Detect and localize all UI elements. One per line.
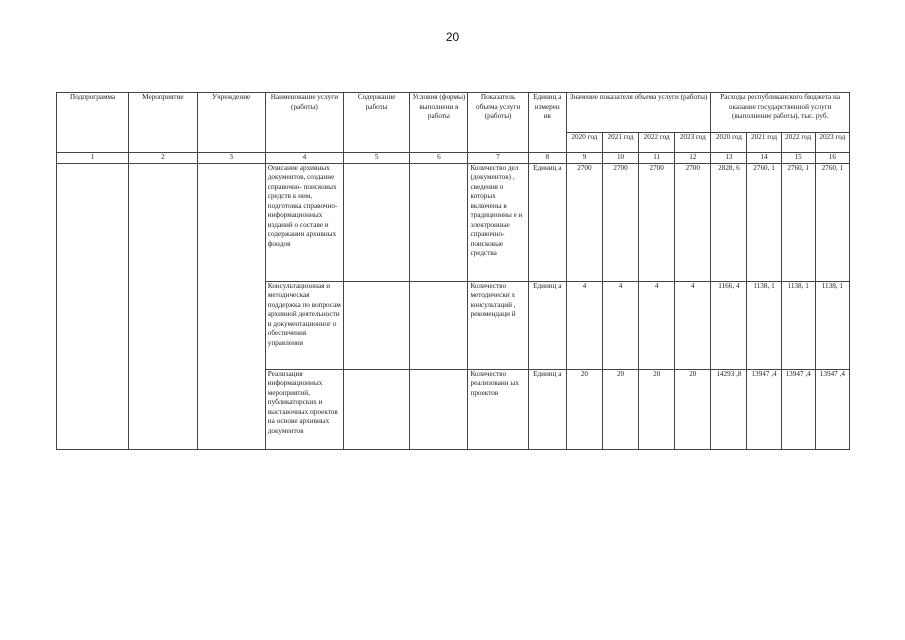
content-cell: [344, 163, 410, 281]
volume-cell: 4: [602, 281, 638, 369]
volume-year-2023: 2023 год: [675, 133, 711, 153]
budget-cell: 13947 ,4: [781, 369, 815, 449]
unit-cell: Единиц а: [528, 369, 566, 449]
conditions-cell: [410, 369, 468, 449]
page-number: 20: [445, 30, 460, 44]
budget-cell: 2760, 1: [781, 163, 815, 281]
volume-cell: 4: [639, 281, 675, 369]
budget-cell: 1166, 4: [711, 281, 747, 369]
header-subprogram: Подпрограмма: [57, 93, 129, 153]
header-unit: Единиц а измерен ия: [528, 93, 566, 153]
column-numbers-row: [57, 153, 850, 164]
header-content: Содержание работы: [344, 93, 410, 153]
column-number: 16: [815, 153, 849, 164]
column-number: 14: [747, 153, 781, 164]
column-number: 11: [639, 153, 675, 164]
budget-year-2023: 2023 год: [815, 133, 849, 153]
budget-cell: 13947 ,4: [747, 369, 781, 449]
header-indicator: Показатель объема услуги (работы): [468, 93, 528, 153]
budget-cell: 2760, 1: [747, 163, 781, 281]
column-number: 13: [711, 153, 747, 164]
indicator-cell: Количество реализованн ых проектов: [468, 369, 528, 449]
header-budget-group: Расходы республиканского бюджета на оказание государственной услуги (выполнение работы), тыс. руб.: [711, 93, 850, 133]
services-table: [56, 92, 850, 450]
volume-cell: 4: [566, 281, 602, 369]
column-number: 1: [57, 153, 129, 164]
header-service-name: Наименование услуги (работы): [265, 93, 343, 153]
table-row: [57, 163, 850, 281]
budget-cell: 2828, 6: [711, 163, 747, 281]
column-number: 10: [602, 153, 638, 164]
volume-cell: 20: [639, 369, 675, 449]
budget-cell: 1138, 1: [781, 281, 815, 369]
volume-cell: 20: [675, 369, 711, 449]
header-volume-group: Значение показателя объема услуги (работы): [566, 93, 711, 133]
column-number: 5: [344, 153, 410, 164]
header-institution: Учреждение: [197, 93, 265, 153]
budget-year-2021: 2021 год: [747, 133, 781, 153]
column-number: 3: [197, 153, 265, 164]
budget-cell: 13947 ,4: [815, 369, 849, 449]
unit-cell: Единиц а: [528, 281, 566, 369]
volume-year-2021: 2021 год: [602, 133, 638, 153]
conditions-cell: [410, 281, 468, 369]
volume-cell: 20: [602, 369, 638, 449]
budget-cell: 2760, 1: [815, 163, 849, 281]
institution-cell: [197, 163, 265, 449]
subprogram-cell: [57, 163, 129, 449]
budget-year-2022: 2022 год: [781, 133, 815, 153]
budget-cell: 1138, 1: [747, 281, 781, 369]
header-row: [57, 93, 850, 133]
indicator-cell: Количество методически х консультаций , рекомендаци й: [468, 281, 528, 369]
volume-cell: 2700: [602, 163, 638, 281]
column-number: 4: [265, 153, 343, 164]
column-number: 9: [566, 153, 602, 164]
header-conditions: Условия (формы) выполнени я работы: [410, 93, 468, 153]
column-number: 8: [528, 153, 566, 164]
service-name-cell: Описание архивных документов, создание справочно- поисковых средств к ним, подготовка справочно- информационных изданий о составе и содержании архивных фондов: [265, 163, 343, 281]
content-cell: [344, 369, 410, 449]
service-name-cell: Реализация информационных мероприятий, публикаторских и выставочных проектов на основе архивных документов: [265, 369, 343, 449]
volume-year-2020: 2020 год: [566, 133, 602, 153]
column-number: 15: [781, 153, 815, 164]
budget-year-2020: 2020 год: [711, 133, 747, 153]
unit-cell: Единиц а: [528, 163, 566, 281]
service-name-cell: Консультационная и методическая поддержка по вопросам архивной деятельности и документационног о обеспечения управления: [265, 281, 343, 369]
column-number: 2: [129, 153, 197, 164]
volume-cell: 2700: [675, 163, 711, 281]
volume-cell: 2700: [639, 163, 675, 281]
header-activity: Мероприятие: [129, 93, 197, 153]
volume-cell: 4: [675, 281, 711, 369]
activity-cell: [129, 163, 197, 449]
content-cell: [344, 281, 410, 369]
column-number: 6: [410, 153, 468, 164]
column-number: 12: [675, 153, 711, 164]
volume-cell: 20: [566, 369, 602, 449]
budget-cell: 1138, 1: [815, 281, 849, 369]
conditions-cell: [410, 163, 468, 281]
volume-year-2022: 2022 год: [639, 133, 675, 153]
column-number: 7: [468, 153, 528, 164]
indicator-cell: Количество дел (документов) , сведения о которых включены в традиционны е и электронные справочно- поисковые средства: [468, 163, 528, 281]
budget-cell: 14293 ,8: [711, 369, 747, 449]
volume-cell: 2700: [566, 163, 602, 281]
